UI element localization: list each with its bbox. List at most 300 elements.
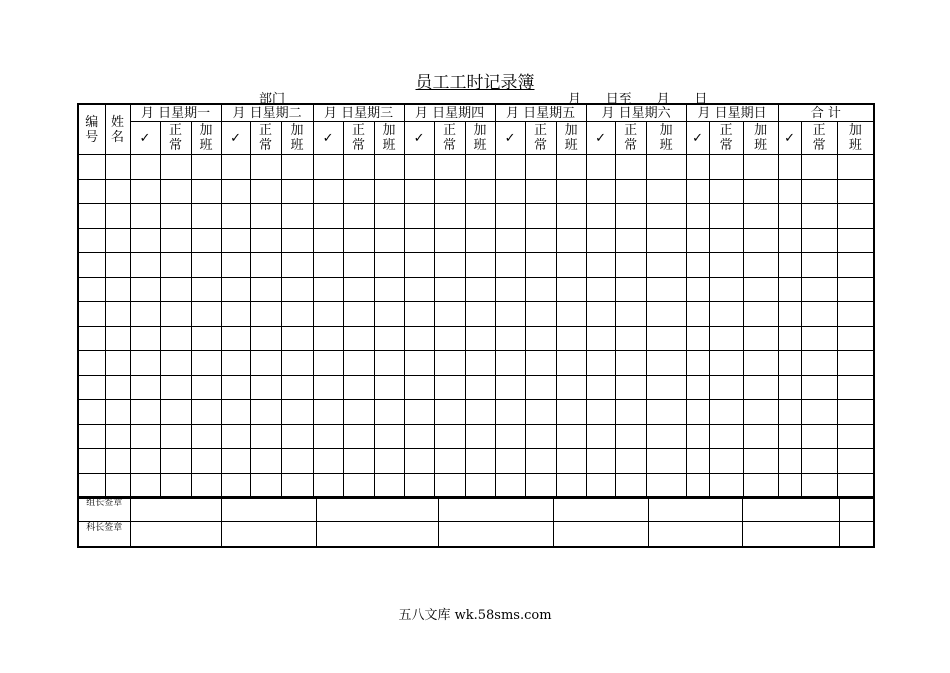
entry-cell[interactable]: [191, 253, 221, 278]
entry-cell[interactable]: [778, 473, 801, 498]
entry-cell[interactable]: [709, 155, 743, 180]
entry-cell[interactable]: [778, 400, 801, 425]
entry-cell[interactable]: [801, 449, 837, 474]
entry-cell[interactable]: [404, 155, 434, 180]
signature-cell[interactable]: [316, 497, 438, 522]
entry-cell[interactable]: [686, 253, 709, 278]
entry-cell[interactable]: [495, 228, 525, 253]
entry-cell[interactable]: [191, 228, 221, 253]
entry-cell[interactable]: [343, 473, 374, 498]
entry-cell[interactable]: [801, 204, 837, 229]
entry-cell[interactable]: [221, 204, 250, 229]
entry-cell[interactable]: [343, 179, 374, 204]
entry-cell[interactable]: [130, 204, 160, 229]
entry-cell[interactable]: [281, 302, 313, 327]
entry-cell[interactable]: [646, 473, 686, 498]
entry-cell[interactable]: [495, 204, 525, 229]
entry-cell[interactable]: [343, 155, 374, 180]
entry-cell[interactable]: [556, 179, 586, 204]
entry-cell[interactable]: [250, 253, 281, 278]
entry-cell[interactable]: [686, 326, 709, 351]
entry-cell[interactable]: [105, 302, 130, 327]
entry-cell[interactable]: [374, 351, 404, 376]
entry-cell[interactable]: [465, 400, 495, 425]
entry-cell[interactable]: [709, 326, 743, 351]
entry-cell[interactable]: [221, 179, 250, 204]
entry-cell[interactable]: [801, 424, 837, 449]
entry-cell[interactable]: [525, 277, 556, 302]
signature-cell[interactable]: [648, 497, 742, 522]
entry-cell[interactable]: [78, 424, 105, 449]
entry-cell[interactable]: [434, 253, 465, 278]
entry-cell[interactable]: [250, 400, 281, 425]
entry-cell[interactable]: [586, 179, 615, 204]
entry-cell[interactable]: [837, 375, 874, 400]
entry-cell[interactable]: [343, 375, 374, 400]
signature-cell[interactable]: [130, 497, 221, 522]
entry-cell[interactable]: [343, 424, 374, 449]
entry-cell[interactable]: [130, 155, 160, 180]
entry-cell[interactable]: [221, 400, 250, 425]
entry-cell[interactable]: [281, 351, 313, 376]
entry-cell[interactable]: [221, 228, 250, 253]
entry-cell[interactable]: [160, 473, 191, 498]
entry-cell[interactable]: [434, 375, 465, 400]
entry-cell[interactable]: [250, 326, 281, 351]
signature-cell[interactable]: [438, 497, 553, 522]
signature-cell[interactable]: [130, 522, 221, 548]
entry-cell[interactable]: [586, 375, 615, 400]
entry-cell[interactable]: [586, 228, 615, 253]
entry-cell[interactable]: [404, 375, 434, 400]
entry-cell[interactable]: [130, 449, 160, 474]
entry-cell[interactable]: [343, 449, 374, 474]
entry-cell[interactable]: [191, 204, 221, 229]
entry-cell[interactable]: [434, 204, 465, 229]
entry-cell[interactable]: [743, 277, 778, 302]
entry-cell[interactable]: [105, 204, 130, 229]
entry-cell[interactable]: [160, 400, 191, 425]
entry-cell[interactable]: [250, 473, 281, 498]
entry-cell[interactable]: [646, 326, 686, 351]
entry-cell[interactable]: [221, 424, 250, 449]
entry-cell[interactable]: [105, 400, 130, 425]
entry-cell[interactable]: [281, 228, 313, 253]
entry-cell[interactable]: [313, 326, 343, 351]
entry-cell[interactable]: [250, 155, 281, 180]
entry-cell[interactable]: [250, 449, 281, 474]
entry-cell[interactable]: [556, 351, 586, 376]
entry-cell[interactable]: [837, 351, 874, 376]
entry-cell[interactable]: [313, 277, 343, 302]
entry-cell[interactable]: [465, 179, 495, 204]
entry-cell[interactable]: [191, 277, 221, 302]
entry-cell[interactable]: [646, 277, 686, 302]
entry-cell[interactable]: [78, 351, 105, 376]
entry-cell[interactable]: [686, 400, 709, 425]
entry-cell[interactable]: [434, 179, 465, 204]
entry-cell[interactable]: [837, 155, 874, 180]
entry-cell[interactable]: [434, 228, 465, 253]
entry-cell[interactable]: [374, 155, 404, 180]
entry-cell[interactable]: [709, 179, 743, 204]
entry-cell[interactable]: [250, 179, 281, 204]
entry-cell[interactable]: [801, 326, 837, 351]
entry-cell[interactable]: [374, 449, 404, 474]
entry-cell[interactable]: [686, 473, 709, 498]
entry-cell[interactable]: [221, 449, 250, 474]
entry-cell[interactable]: [105, 375, 130, 400]
entry-cell[interactable]: [646, 351, 686, 376]
entry-cell[interactable]: [78, 155, 105, 180]
entry-cell[interactable]: [434, 424, 465, 449]
entry-cell[interactable]: [646, 400, 686, 425]
entry-cell[interactable]: [525, 302, 556, 327]
entry-cell[interactable]: [837, 204, 874, 229]
entry-cell[interactable]: [556, 253, 586, 278]
entry-cell[interactable]: [709, 253, 743, 278]
entry-cell[interactable]: [130, 179, 160, 204]
entry-cell[interactable]: [525, 228, 556, 253]
entry-cell[interactable]: [646, 449, 686, 474]
entry-cell[interactable]: [78, 326, 105, 351]
entry-cell[interactable]: [250, 228, 281, 253]
entry-cell[interactable]: [709, 449, 743, 474]
signature-cell[interactable]: [839, 497, 874, 522]
entry-cell[interactable]: [160, 228, 191, 253]
entry-cell[interactable]: [191, 351, 221, 376]
entry-cell[interactable]: [615, 277, 646, 302]
entry-cell[interactable]: [130, 302, 160, 327]
entry-cell[interactable]: [556, 375, 586, 400]
entry-cell[interactable]: [615, 326, 646, 351]
entry-cell[interactable]: [105, 277, 130, 302]
entry-cell[interactable]: [404, 253, 434, 278]
entry-cell[interactable]: [250, 375, 281, 400]
entry-cell[interactable]: [374, 326, 404, 351]
entry-cell[interactable]: [709, 228, 743, 253]
entry-cell[interactable]: [313, 302, 343, 327]
entry-cell[interactable]: [778, 253, 801, 278]
entry-cell[interactable]: [221, 375, 250, 400]
entry-cell[interactable]: [743, 326, 778, 351]
entry-cell[interactable]: [801, 400, 837, 425]
entry-cell[interactable]: [709, 375, 743, 400]
entry-cell[interactable]: [465, 326, 495, 351]
entry-cell[interactable]: [404, 277, 434, 302]
entry-cell[interactable]: [801, 302, 837, 327]
entry-cell[interactable]: [615, 449, 646, 474]
entry-cell[interactable]: [709, 277, 743, 302]
entry-cell[interactable]: [586, 326, 615, 351]
entry-cell[interactable]: [105, 449, 130, 474]
entry-cell[interactable]: [191, 473, 221, 498]
entry-cell[interactable]: [281, 424, 313, 449]
entry-cell[interactable]: [801, 179, 837, 204]
entry-cell[interactable]: [586, 302, 615, 327]
entry-cell[interactable]: [250, 277, 281, 302]
entry-cell[interactable]: [105, 326, 130, 351]
entry-cell[interactable]: [160, 302, 191, 327]
entry-cell[interactable]: [191, 375, 221, 400]
entry-cell[interactable]: [837, 400, 874, 425]
entry-cell[interactable]: [556, 277, 586, 302]
entry-cell[interactable]: [646, 424, 686, 449]
entry-cell[interactable]: [313, 424, 343, 449]
entry-cell[interactable]: [709, 473, 743, 498]
entry-cell[interactable]: [130, 473, 160, 498]
entry-cell[interactable]: [743, 204, 778, 229]
entry-cell[interactable]: [586, 449, 615, 474]
entry-cell[interactable]: [615, 155, 646, 180]
entry-cell[interactable]: [743, 400, 778, 425]
entry-cell[interactable]: [78, 302, 105, 327]
entry-cell[interactable]: [556, 228, 586, 253]
entry-cell[interactable]: [465, 277, 495, 302]
signature-cell[interactable]: [648, 522, 742, 548]
entry-cell[interactable]: [615, 375, 646, 400]
signature-cell[interactable]: [742, 497, 839, 522]
entry-cell[interactable]: [586, 400, 615, 425]
entry-cell[interactable]: [434, 473, 465, 498]
entry-cell[interactable]: [404, 228, 434, 253]
entry-cell[interactable]: [313, 155, 343, 180]
entry-cell[interactable]: [778, 375, 801, 400]
entry-cell[interactable]: [801, 155, 837, 180]
entry-cell[interactable]: [281, 277, 313, 302]
entry-cell[interactable]: [130, 253, 160, 278]
entry-cell[interactable]: [743, 449, 778, 474]
entry-cell[interactable]: [160, 179, 191, 204]
entry-cell[interactable]: [160, 204, 191, 229]
entry-cell[interactable]: [709, 351, 743, 376]
entry-cell[interactable]: [646, 375, 686, 400]
entry-cell[interactable]: [837, 253, 874, 278]
entry-cell[interactable]: [465, 155, 495, 180]
entry-cell[interactable]: [404, 449, 434, 474]
entry-cell[interactable]: [343, 302, 374, 327]
entry-cell[interactable]: [709, 204, 743, 229]
entry-cell[interactable]: [646, 204, 686, 229]
entry-cell[interactable]: [837, 326, 874, 351]
entry-cell[interactable]: [191, 449, 221, 474]
signature-cell[interactable]: [316, 522, 438, 548]
entry-cell[interactable]: [556, 326, 586, 351]
entry-cell[interactable]: [105, 228, 130, 253]
entry-cell[interactable]: [313, 228, 343, 253]
entry-cell[interactable]: [434, 326, 465, 351]
entry-cell[interactable]: [525, 449, 556, 474]
entry-cell[interactable]: [495, 424, 525, 449]
entry-cell[interactable]: [743, 228, 778, 253]
entry-cell[interactable]: [801, 277, 837, 302]
entry-cell[interactable]: [130, 351, 160, 376]
entry-cell[interactable]: [743, 424, 778, 449]
entry-cell[interactable]: [404, 326, 434, 351]
entry-cell[interactable]: [250, 302, 281, 327]
entry-cell[interactable]: [495, 351, 525, 376]
entry-cell[interactable]: [281, 473, 313, 498]
entry-cell[interactable]: [404, 473, 434, 498]
entry-cell[interactable]: [837, 179, 874, 204]
entry-cell[interactable]: [556, 449, 586, 474]
entry-cell[interactable]: [778, 326, 801, 351]
entry-cell[interactable]: [709, 424, 743, 449]
entry-cell[interactable]: [250, 424, 281, 449]
entry-cell[interactable]: [281, 375, 313, 400]
entry-cell[interactable]: [313, 179, 343, 204]
entry-cell[interactable]: [404, 400, 434, 425]
entry-cell[interactable]: [221, 155, 250, 180]
entry-cell[interactable]: [160, 155, 191, 180]
signature-cell[interactable]: [553, 497, 648, 522]
entry-cell[interactable]: [778, 277, 801, 302]
signature-cell[interactable]: [438, 522, 553, 548]
entry-cell[interactable]: [586, 351, 615, 376]
entry-cell[interactable]: [586, 277, 615, 302]
entry-cell[interactable]: [343, 400, 374, 425]
entry-cell[interactable]: [743, 375, 778, 400]
entry-cell[interactable]: [281, 155, 313, 180]
entry-cell[interactable]: [105, 253, 130, 278]
entry-cell[interactable]: [465, 375, 495, 400]
entry-cell[interactable]: [221, 351, 250, 376]
entry-cell[interactable]: [615, 204, 646, 229]
entry-cell[interactable]: [686, 351, 709, 376]
entry-cell[interactable]: [709, 302, 743, 327]
entry-cell[interactable]: [281, 179, 313, 204]
entry-cell[interactable]: [615, 400, 646, 425]
entry-cell[interactable]: [709, 400, 743, 425]
entry-cell[interactable]: [250, 204, 281, 229]
entry-cell[interactable]: [313, 375, 343, 400]
entry-cell[interactable]: [525, 351, 556, 376]
entry-cell[interactable]: [801, 253, 837, 278]
entry-cell[interactable]: [404, 351, 434, 376]
entry-cell[interactable]: [160, 326, 191, 351]
entry-cell[interactable]: [615, 302, 646, 327]
entry-cell[interactable]: [615, 473, 646, 498]
entry-cell[interactable]: [281, 326, 313, 351]
entry-cell[interactable]: [313, 351, 343, 376]
entry-cell[interactable]: [434, 400, 465, 425]
entry-cell[interactable]: [281, 400, 313, 425]
entry-cell[interactable]: [78, 473, 105, 498]
entry-cell[interactable]: [837, 449, 874, 474]
entry-cell[interactable]: [160, 277, 191, 302]
entry-cell[interactable]: [191, 400, 221, 425]
entry-cell[interactable]: [221, 302, 250, 327]
entry-cell[interactable]: [778, 424, 801, 449]
entry-cell[interactable]: [465, 204, 495, 229]
entry-cell[interactable]: [837, 424, 874, 449]
entry-cell[interactable]: [434, 351, 465, 376]
entry-cell[interactable]: [686, 277, 709, 302]
entry-cell[interactable]: [778, 302, 801, 327]
entry-cell[interactable]: [374, 424, 404, 449]
entry-cell[interactable]: [743, 155, 778, 180]
entry-cell[interactable]: [586, 253, 615, 278]
entry-cell[interactable]: [801, 351, 837, 376]
entry-cell[interactable]: [374, 179, 404, 204]
entry-cell[interactable]: [615, 351, 646, 376]
entry-cell[interactable]: [160, 375, 191, 400]
entry-cell[interactable]: [160, 351, 191, 376]
entry-cell[interactable]: [778, 228, 801, 253]
entry-cell[interactable]: [281, 449, 313, 474]
entry-cell[interactable]: [343, 277, 374, 302]
entry-cell[interactable]: [191, 155, 221, 180]
entry-cell[interactable]: [646, 253, 686, 278]
signature-cell[interactable]: [221, 497, 316, 522]
entry-cell[interactable]: [78, 375, 105, 400]
entry-cell[interactable]: [221, 473, 250, 498]
entry-cell[interactable]: [191, 326, 221, 351]
entry-cell[interactable]: [78, 277, 105, 302]
entry-cell[interactable]: [191, 424, 221, 449]
entry-cell[interactable]: [556, 400, 586, 425]
entry-cell[interactable]: [404, 204, 434, 229]
entry-cell[interactable]: [221, 277, 250, 302]
entry-cell[interactable]: [646, 302, 686, 327]
entry-cell[interactable]: [743, 302, 778, 327]
entry-cell[interactable]: [465, 253, 495, 278]
entry-cell[interactable]: [525, 473, 556, 498]
entry-cell[interactable]: [837, 228, 874, 253]
entry-cell[interactable]: [801, 473, 837, 498]
entry-cell[interactable]: [130, 228, 160, 253]
entry-cell[interactable]: [778, 449, 801, 474]
entry-cell[interactable]: [495, 449, 525, 474]
entry-cell[interactable]: [556, 204, 586, 229]
entry-cell[interactable]: [686, 228, 709, 253]
entry-cell[interactable]: [191, 179, 221, 204]
entry-cell[interactable]: [404, 302, 434, 327]
entry-cell[interactable]: [615, 424, 646, 449]
entry-cell[interactable]: [801, 228, 837, 253]
entry-cell[interactable]: [160, 253, 191, 278]
entry-cell[interactable]: [130, 424, 160, 449]
entry-cell[interactable]: [78, 179, 105, 204]
entry-cell[interactable]: [495, 375, 525, 400]
entry-cell[interactable]: [525, 424, 556, 449]
entry-cell[interactable]: [495, 155, 525, 180]
entry-cell[interactable]: [495, 253, 525, 278]
entry-cell[interactable]: [105, 424, 130, 449]
entry-cell[interactable]: [686, 302, 709, 327]
entry-cell[interactable]: [313, 449, 343, 474]
entry-cell[interactable]: [646, 228, 686, 253]
entry-cell[interactable]: [221, 326, 250, 351]
entry-cell[interactable]: [281, 253, 313, 278]
entry-cell[interactable]: [556, 424, 586, 449]
entry-cell[interactable]: [313, 204, 343, 229]
entry-cell[interactable]: [465, 302, 495, 327]
entry-cell[interactable]: [78, 400, 105, 425]
entry-cell[interactable]: [434, 155, 465, 180]
entry-cell[interactable]: [686, 375, 709, 400]
entry-cell[interactable]: [374, 253, 404, 278]
entry-cell[interactable]: [743, 253, 778, 278]
entry-cell[interactable]: [130, 400, 160, 425]
entry-cell[interactable]: [434, 302, 465, 327]
entry-cell[interactable]: [313, 400, 343, 425]
entry-cell[interactable]: [78, 204, 105, 229]
entry-cell[interactable]: [404, 179, 434, 204]
entry-cell[interactable]: [686, 155, 709, 180]
entry-cell[interactable]: [646, 179, 686, 204]
entry-cell[interactable]: [686, 424, 709, 449]
